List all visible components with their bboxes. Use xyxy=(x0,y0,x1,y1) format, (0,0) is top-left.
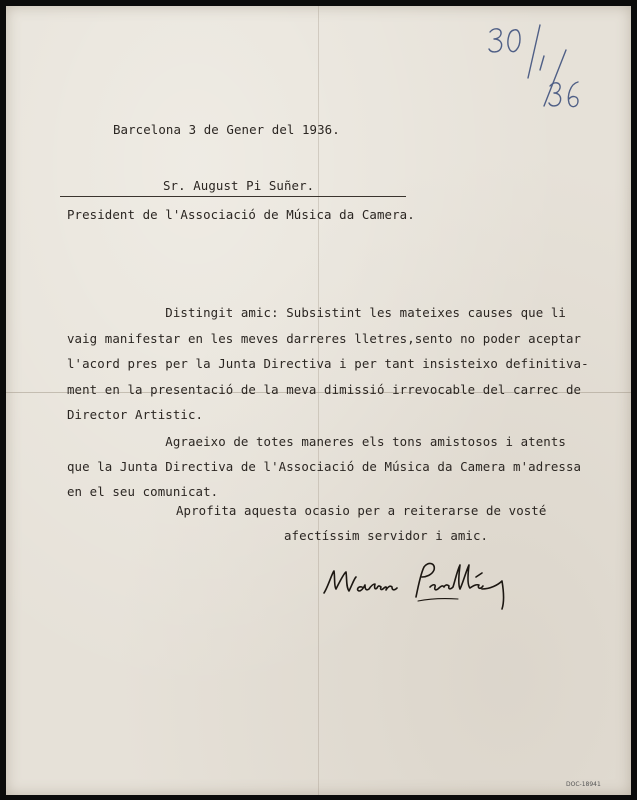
handnote-digit-6 xyxy=(568,82,578,107)
letter-closing-line-2: afectíssim servidor i amic. xyxy=(284,528,489,543)
handnote-slash-1 xyxy=(528,25,540,78)
addressee-underline xyxy=(60,196,406,197)
handnote-digit-3b xyxy=(549,83,561,106)
letter-body-line: Director Artistic. xyxy=(67,407,204,422)
handnote-slash-2 xyxy=(544,50,566,106)
handnote-digit-3 xyxy=(489,29,502,52)
letter-body-line: en el seu comunicat. xyxy=(67,484,219,499)
letter-body-line: l'acord pres per la Junta Directiva i per tant insisteixo definitiva- xyxy=(67,356,589,371)
archive-reference-code: DOC-18941 xyxy=(566,781,601,788)
letter-body-line: ment en la presentació de la meva dimissió irrevocable del carrec de xyxy=(67,382,582,397)
letter-body-line: que la Junta Directiva de l'Associació de Música da Camera m'adressa xyxy=(67,459,582,474)
letter-closing-line-1: Aprofita aquesta ocasio per a reiterarse de vosté xyxy=(176,503,547,518)
letter-addressee: Sr. August Pi Suñer. xyxy=(163,178,315,193)
letter-date-line: Barcelona 3 de Gener del 1936. xyxy=(113,122,340,137)
handnote-digit-1 xyxy=(540,56,544,70)
handwritten-date-note xyxy=(480,20,590,115)
handnote-digit-0 xyxy=(508,30,520,52)
letter-body-line: vaig manifestar en les meves darreres lletres,sento no poder aceptar xyxy=(67,331,582,346)
letter-body-line: Agraeixo de totes maneres els tons amistosos i atents xyxy=(67,434,566,449)
letter-addressee-title: President de l'Associació de Música da Camera. xyxy=(67,207,415,222)
letter-body-line: Distingit amic: Subsistint les mateixes causes que li xyxy=(67,305,566,320)
handwritten-signature xyxy=(318,553,518,613)
